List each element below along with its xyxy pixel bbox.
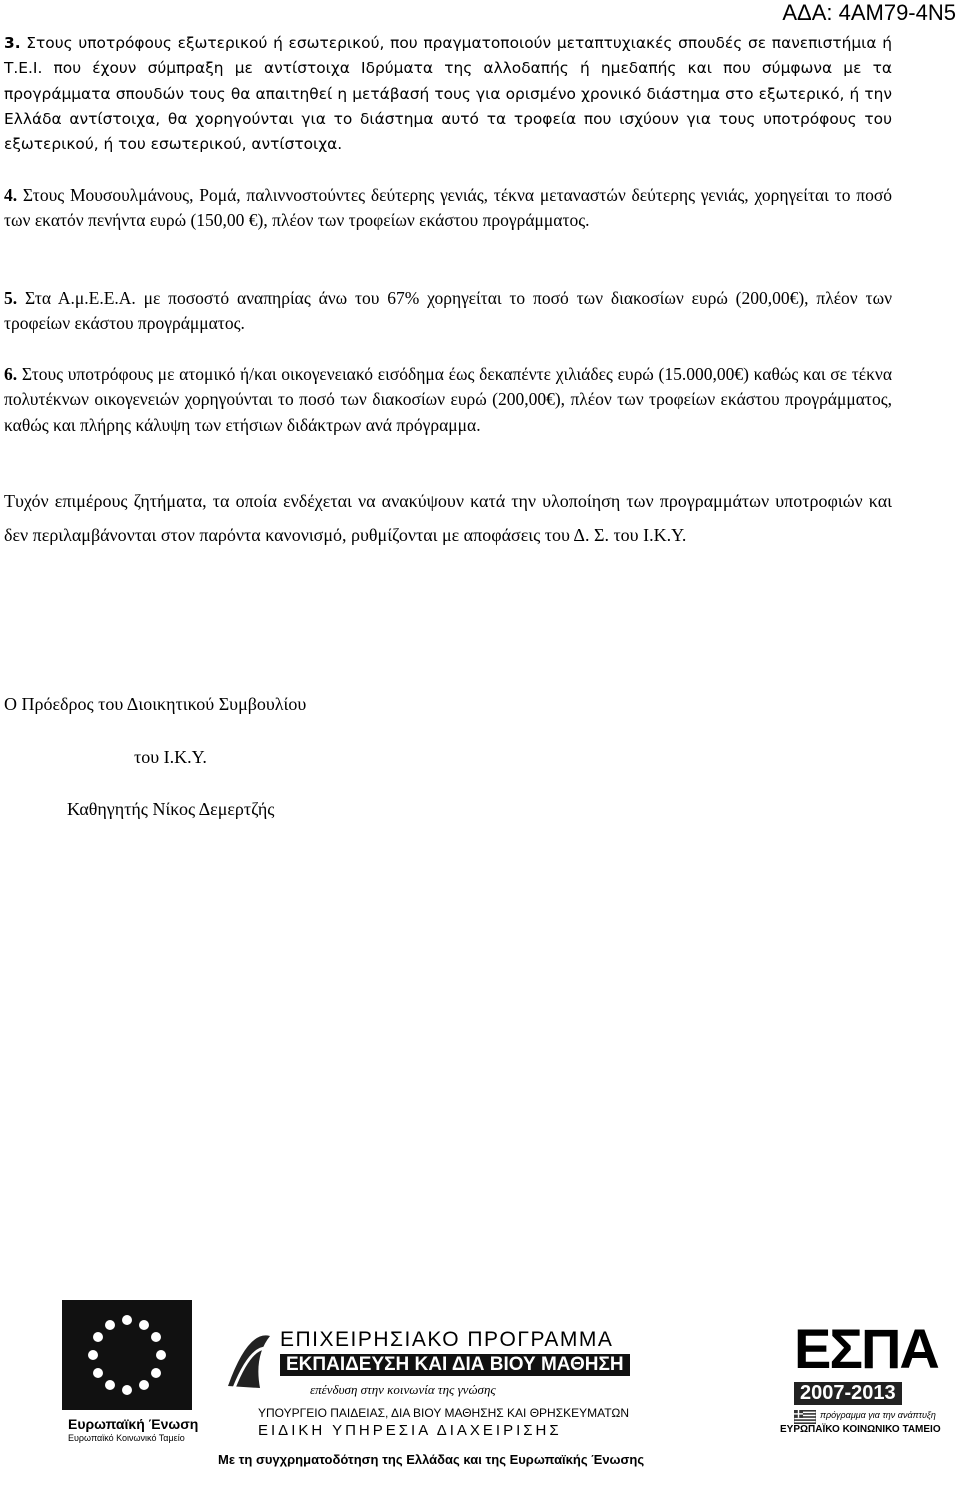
- espa-fund-name: ΕΥΡΩΠΑΪΚΟ ΚΟΙΝΩΝΙΚΟ ΤΑΜΕΙΟ: [780, 1424, 941, 1435]
- operational-programme-block: [218, 1296, 778, 1480]
- paragraph-number: 4.: [4, 185, 18, 205]
- paragraph-text: Στους υποτρόφους εξωτερικού ή εσωτερικού, που πραγματοποιούν μεταπτυχιακές σπουδές σε πανεπιστήμια ή Τ.Ε.Ι. που έχουν σύμπραξη με αντίστοιχα Ιδρύματα της αλλοδαπής ή ημεδαπής και που σύμφωνα με τα προγράμματα σπουδών τους θα απαιτηθεί η μετάβασή τους για ορισμένο χρονικό διάστημα στο εξωτερικό, ή την Ελλάδα αντίστοιχα, θα χορηγούνται για το διάστημα αυτό τα τροφεία που ισχύουν για τους υποτρόφους του εξωτερικού, ή του εσωτερικού, αντίστοιχα.: [4, 34, 892, 154]
- greek-flag-icon: [794, 1410, 816, 1424]
- paragraph-text: Στους Μουσουλμάνους, Ρομά, παλιννοστούντες δεύτερης γενιάς, τέκνα μεταναστών δεύτερης γενιάς, χορηγείται το ποσό των εκατόν πενήντα ευρώ (150,00 €), πλέον των τροφείων εκάστου προγράμματος.: [4, 185, 893, 231]
- paragraph-text: Στα Α.μ.Ε.Ε.Α. με ποσοστό αναπηρίας άνω του 67% χορηγείται το ποσό των διακοσίων ευρώ (200,00€), πλέον των τροφείων εκάστου προγράμματος.: [4, 288, 892, 334]
- paragraph-number: 6.: [4, 364, 18, 384]
- eu-title: Ευρωπαϊκή Ένωση: [68, 1416, 199, 1432]
- paragraph-3: [4, 31, 892, 157]
- signature-organization: του Ι.Κ.Υ.: [134, 747, 207, 767]
- programme-subtitle: ΕΚΠΑΙΔΕΥΣΗ ΚΑΙ ΔΙΑ ΒΙΟΥ ΜΑΘΗΣΗ: [280, 1354, 630, 1376]
- espa-logo: ΕΣΠΑ: [794, 1317, 938, 1380]
- eu-subtitle: Ευρωπαϊκό Κοινωνικό Ταμείο: [68, 1433, 185, 1443]
- paragraph-number: 3.: [4, 34, 21, 52]
- paragraph-6: [4, 362, 892, 438]
- document-id: ΑΔΑ: 4ΑΜ79-4Ν5: [782, 0, 956, 25]
- closing-paragraph: Τυχόν επιμέρους ζητήματα, τα οποία ενδέχεται να ανακύψουν κατά την υλοποίηση των προγραμμάτων υποτροφιών και δεν περιλαμβάνονται στον παρόντα κανονισμό, ρυθμίζονται με αποφάσεις του Δ. Σ. του Ι.Κ.Υ.: [4, 491, 892, 545]
- programme-emblem-icon: [220, 1326, 276, 1396]
- espa-tagline: πρόγραμμα για την ανάπτυξη: [820, 1410, 936, 1420]
- eu-flag-icon: [62, 1300, 192, 1410]
- programme-slogan: επένδυση στην κοινωνία της γνώσης: [310, 1382, 496, 1397]
- paragraph-5: [4, 286, 892, 337]
- ministry-name: ΥΠΟΥΡΓΕΙΟ ΠΑΙΔΕΙΑΣ, ΔΙΑ ΒΙΟΥ ΜΑΘΗΣΗΣ ΚΑΙ ΘΡΗΣΚΕΥΜΑΤΩΝ: [258, 1406, 630, 1420]
- programme-title: ΕΠΙΧΕΙΡΗΣΙΑΚΟ ΠΡΟΓΡΑΜΜΑ: [280, 1328, 614, 1351]
- funding-banner: [38, 1296, 960, 1480]
- eu-logo-block: [38, 1296, 218, 1456]
- managing-authority: ΕΙΔΙΚΗ ΥΠΗΡΕΣΙΑ ΔΙΑΧΕΙΡΙΣΗΣ: [258, 1422, 562, 1439]
- signature-title: Ο Πρόεδρος του Διοικητικού Συμβουλίου: [4, 694, 307, 714]
- cofunding-statement: Με τη συγχρηματοδότηση της Ελλάδας και της Ευρωπαϊκής Ένωσης: [218, 1452, 645, 1467]
- paragraph-4: [4, 183, 892, 234]
- paragraph-number: 5.: [4, 288, 18, 308]
- espa-logo-block: [780, 1296, 960, 1436]
- signature-name: Καθηγητής Νίκος Δεμερτζής: [67, 799, 275, 819]
- espa-years: 2007-2013: [794, 1382, 902, 1405]
- paragraph-text: Στους υποτρόφους με ατομικό ή/και οικογενειακό εισόδημα έως δεκαπέντε χιλιάδες ευρώ (15.000,00€) καθώς και σε τέκνα πολυτέκνων οικογενειών χορηγούνται το ποσό των διακοσίων ευρώ (200,00€), πλέον των τροφείων εκάστου προγράμματος, καθώς και πλήρης κάλυψη των ετήσιων διδάκτρων ανά πρόγραμμα.: [4, 364, 892, 435]
